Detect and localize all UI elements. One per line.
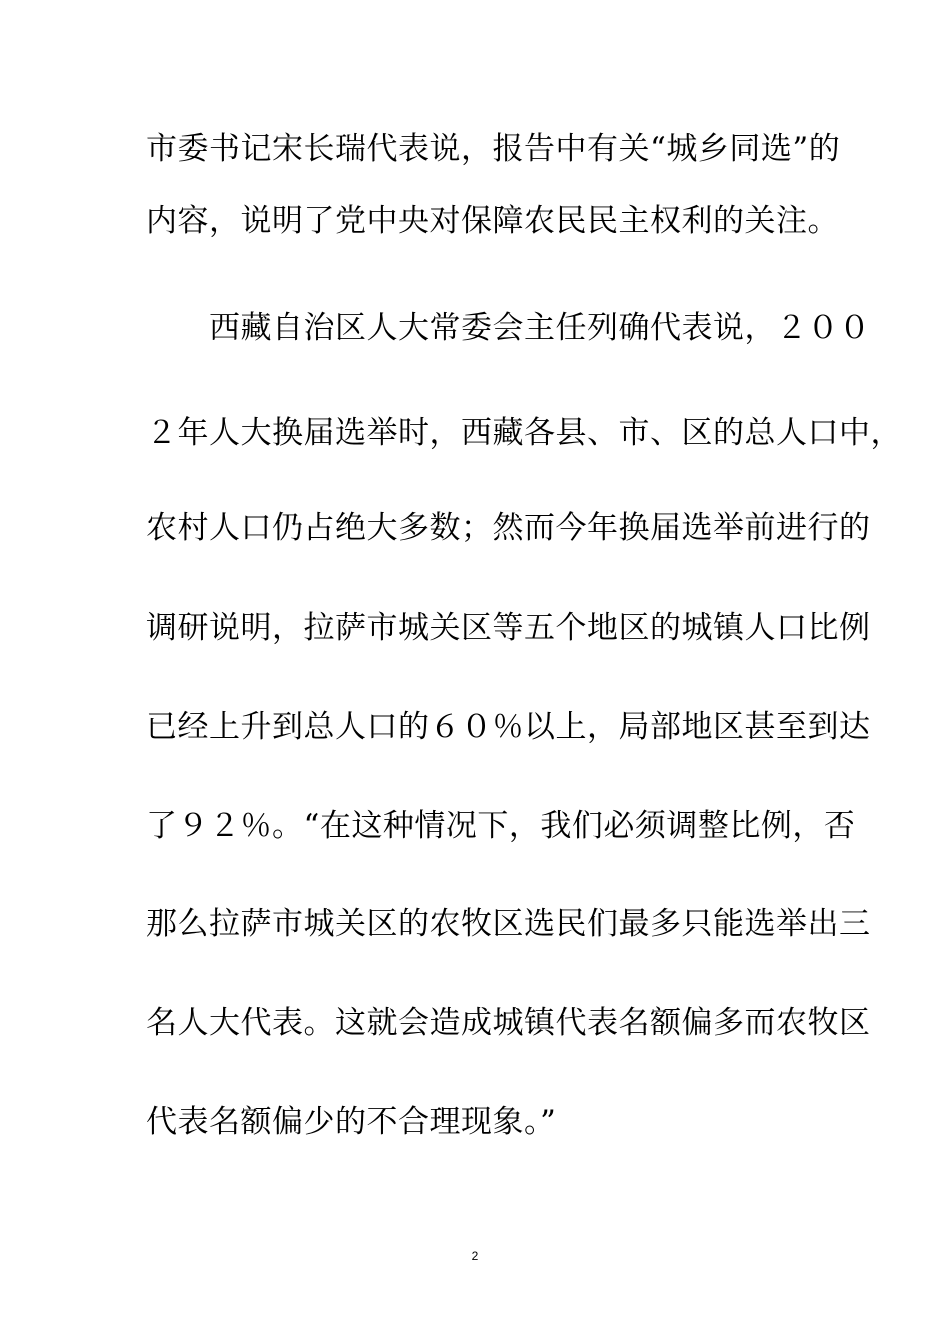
- text-line: 农村人口仍占绝大多数；然而今年换届选举前进行的: [146, 510, 871, 546]
- text-line: 代表名额偏少的不合理现象。”: [146, 1104, 557, 1140]
- text-line: 内容，说明了党中央对保障农民民主权利的关注。: [146, 203, 839, 239]
- text-line: 已经上升到总人口的６０％以上，局部地区甚至到达: [146, 709, 871, 745]
- page-number: 2: [471, 1249, 479, 1263]
- text-line: 名人大代表。这就会造成城镇代表名额偏多而农牧区: [146, 1005, 871, 1041]
- text-line: ２年人大换届选举时，西藏各县、市、区的总人口中，: [146, 415, 902, 451]
- text-line: 那么拉萨市城关区的农牧区选民们最多只能选举出三: [146, 906, 871, 942]
- text-line: 调研说明，拉萨市城关区等五个地区的城镇人口比例: [146, 610, 871, 646]
- text-line: 市委书记宋长瑞代表说，报告中有关“城乡同选”的: [146, 131, 841, 167]
- text-line: 了９２％。“在这种情况下，我们必须调整比例，否: [146, 808, 856, 844]
- text-line: 西藏自治区人大常委会主任列确代表说，２００: [146, 310, 871, 346]
